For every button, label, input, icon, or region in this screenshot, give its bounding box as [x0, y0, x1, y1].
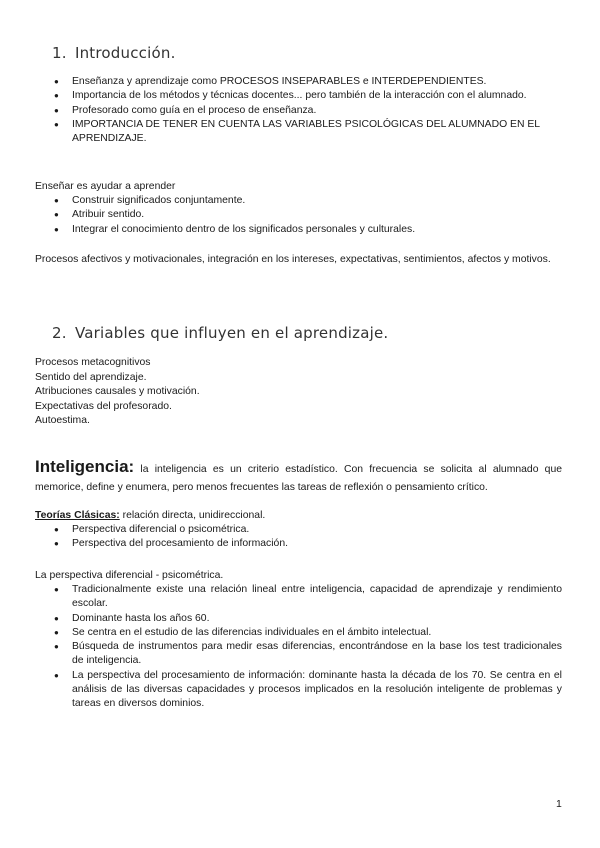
section-2-heading — [52, 324, 388, 342]
list-item: ● Integrar el conocimiento dentro de los significados personales y culturales. — [54, 223, 562, 237]
list-item: Procesos metacognitivos — [35, 357, 151, 368]
list-item: ● La perspectiva del procesamiento de información: dominante hasta la década de los 70. Se centra en el análisis de las diversas capacidades y procesos implicados en la resolución inteligente de problemas y tareas en diversos dominios. — [54, 669, 562, 712]
ensenar-intro: Enseñar es ayudar a aprender — [35, 181, 176, 192]
list-item: ● Tradicionalmente existe una relación lineal entre inteligencia, capacidad de aprendizaje y rendimiento escolar. — [54, 583, 562, 612]
list-item: ● Perspectiva diferencial o psicométrica. — [54, 523, 562, 537]
teorias-line — [35, 509, 265, 523]
teorias-label: Teorías Clásicas: — [35, 510, 120, 521]
page-number: 1 — [556, 798, 562, 810]
list-item: Atribuciones causales y motivación. — [35, 386, 200, 397]
list-item: ● Dominante hasta los años 60. — [54, 612, 562, 626]
section-1-heading — [52, 44, 176, 62]
list-item: ● Búsqueda de instrumentos para medir esas diferencias, encontrándose en la base los test tradicionales de inteligencia. — [54, 640, 562, 669]
list-item: Sentido del aprendizaje. — [35, 371, 147, 383]
variables-list — [35, 356, 200, 429]
list-item: ● Se centra en el estudio de las diferencias individuales en el ámbito intelectual. — [54, 626, 562, 640]
list-item: ● Construir significados conjuntamente. — [54, 194, 562, 208]
section-1-title: Introducción. — [74, 44, 176, 62]
diferencial-list — [54, 583, 562, 712]
section-2-title: Variables que influyen en el aprendizaje. — [74, 324, 389, 342]
diferencial-intro: La perspectiva diferencial - psicométrica. — [35, 570, 224, 581]
list-item: ● Importancia de los métodos y técnicas docentes... pero también de la interacción con el alumnado. — [54, 89, 562, 103]
section-2-number: 2. — [52, 324, 67, 342]
list-item: Expectativas del profesorado. — [35, 400, 172, 412]
teorias-list — [54, 523, 562, 552]
inteligencia-definition: la inteligencia es un criterio estadístico. Con frecuencia se solicita al alumnado que memorice, define y enumera, pero menos frecuentes las tareas de reflexión o pensamiento crítico. — [35, 464, 563, 493]
list-item: ● IMPORTANCIA DE TENER EN CUENTA LAS VARIABLES PSICOLÓGICAS DEL ALUMNADO EN EL APRENDIZAJE. — [54, 118, 562, 147]
inteligencia-paragraph — [35, 458, 562, 497]
ensenar-list — [54, 194, 562, 237]
inteligencia-term: Inteligencia: — [35, 457, 135, 476]
section-1-number: 1. — [52, 44, 67, 62]
intro-bullet-list — [54, 75, 562, 146]
list-item: Autoestima. — [35, 415, 90, 426]
procesos-paragraph: Procesos afectivos y motivacionales, integración en los intereses, expectativas, sentimientos, afectos y motivos. — [35, 254, 551, 265]
list-item: ● Perspectiva del procesamiento de información. — [54, 537, 562, 551]
teorias-text: relación directa, unidireccional. — [122, 510, 266, 521]
list-item: ● Atribuir sentido. — [54, 208, 562, 222]
list-item: ● Enseñanza y aprendizaje como PROCESOS INSEPARABLES e INTERDEPENDIENTES. — [54, 75, 562, 89]
list-item: ● Profesorado como guía en el proceso de enseñanza. — [54, 104, 562, 118]
